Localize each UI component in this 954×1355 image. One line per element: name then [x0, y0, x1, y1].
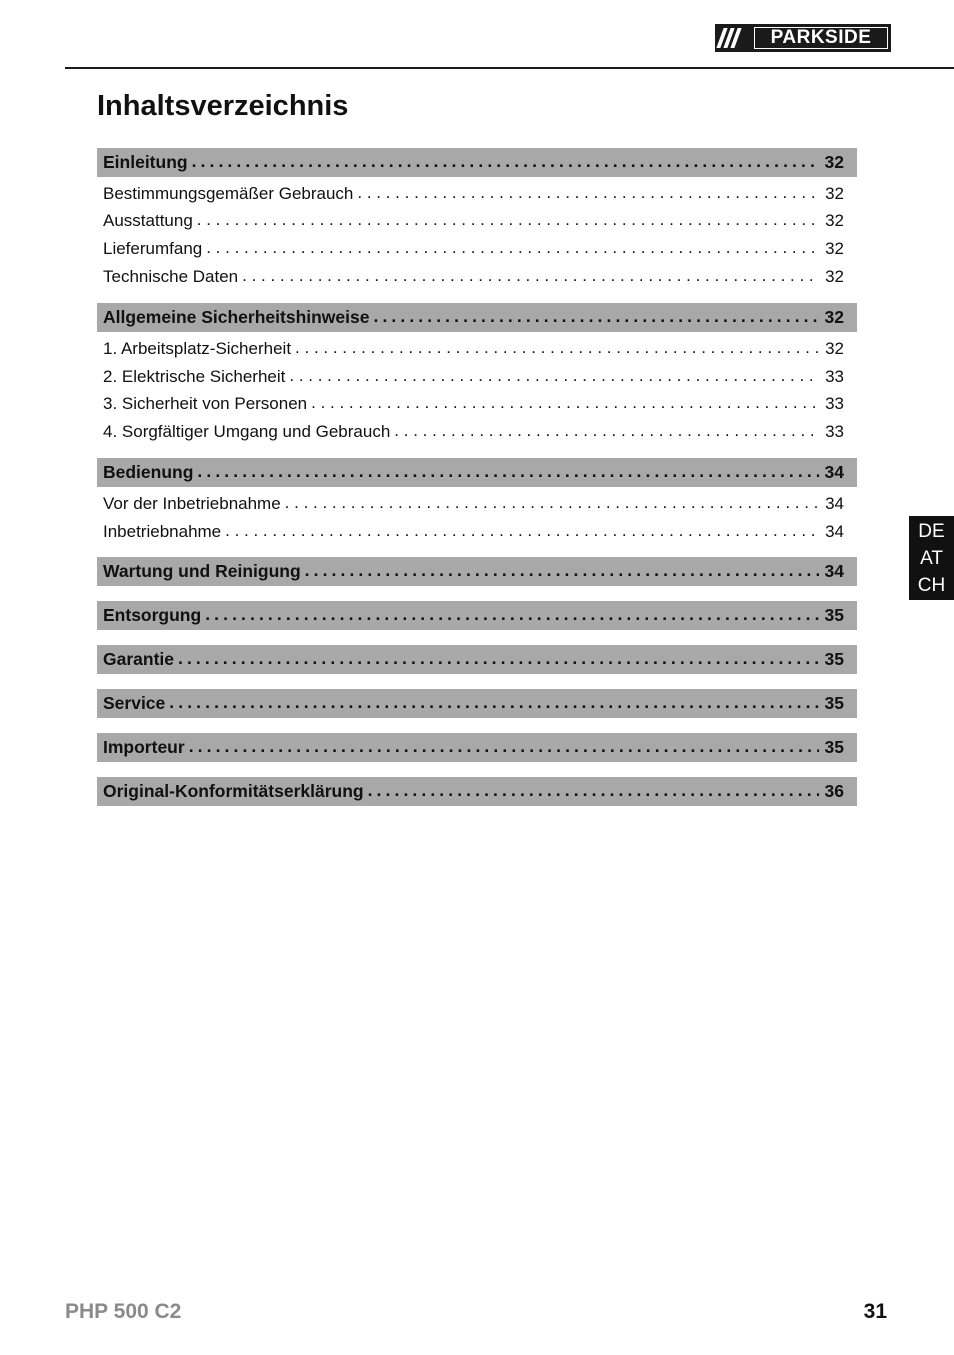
toc-entry-page: 35 — [824, 649, 844, 669]
toc-item-ausstattung[interactable] — [97, 208, 857, 234]
footer-page-number: 31 — [863, 1300, 887, 1323]
toc-entry-label: Bedienung — [103, 462, 194, 482]
toc-entry-page: 32 — [825, 184, 844, 203]
toc-entry-page: 32 — [825, 239, 844, 258]
toc-section-allgemeine-sicherheitshinweise[interactable] — [97, 303, 857, 332]
toc-entry-page: 34 — [824, 561, 844, 581]
toc-section-bedienung[interactable] — [97, 458, 857, 487]
toc-leader — [289, 366, 819, 386]
toc-leader — [192, 151, 819, 172]
toc-leader — [225, 521, 819, 541]
toc-item-lieferumfang[interactable] — [97, 236, 857, 262]
toc-entry-page: 36 — [824, 781, 844, 801]
toc-section-importeur[interactable] — [97, 733, 857, 762]
toc-entry-label: 1. Arbeitsplatz-Sicherheit — [103, 339, 292, 358]
toc-entry-label: Original-Konformitätserklärung — [103, 781, 364, 801]
toc-entry-page: 33 — [825, 422, 844, 441]
toc-entry-page: 32 — [825, 267, 844, 286]
toc-entry-page: 34 — [825, 522, 844, 541]
toc-entry-page: 32 — [825, 339, 844, 358]
toc-entry-label: 2. Elektrische Sicherheit — [103, 367, 286, 386]
toc-item-bestimmungsgemaesser-gebrauch[interactable] — [97, 181, 857, 207]
toc-item-vor-der-inbetriebnahme[interactable] — [97, 491, 857, 517]
toc-entry-label: Technische Daten — [103, 267, 239, 286]
parkside-logo — [715, 24, 891, 52]
logo-wordmark: PARKSIDE — [754, 27, 888, 49]
toc-section-service[interactable] — [97, 689, 857, 718]
toc-entry-label: Inbetriebnahme — [103, 522, 222, 541]
toc-entry-page: 35 — [824, 605, 844, 625]
toc-entry-label: Wartung und Reinigung — [103, 561, 301, 581]
toc-entry-page: 32 — [824, 152, 844, 172]
toc-section-original-konformitaetserklaerung[interactable] — [97, 777, 857, 806]
toc-entry-label: Einleitung — [103, 152, 188, 172]
toc-section-entsorgung[interactable] — [97, 601, 857, 630]
toc-leader — [206, 238, 819, 258]
toc-entry-label: 3. Sicherheit von Personen — [103, 394, 308, 413]
language-code-ch: CH — [917, 574, 946, 596]
toc-entry-label: Bestimmungsgemäßer Gebrauch — [103, 184, 354, 203]
toc-entry-page: 32 — [825, 211, 844, 230]
toc-leader — [178, 648, 819, 669]
toc-entry-page: 34 — [825, 494, 844, 513]
toc-leader — [197, 210, 819, 230]
toc-leader — [205, 604, 818, 625]
toc-entry-page: 35 — [824, 737, 844, 757]
toc-leader — [197, 461, 818, 482]
toc-leader — [305, 560, 819, 581]
toc-entry-page: 35 — [824, 693, 844, 713]
toc-entry-label: Entsorgung — [103, 605, 202, 625]
toc-leader — [242, 266, 819, 286]
toc-leader — [285, 493, 819, 513]
toc-entry-label: Lieferumfang — [103, 239, 203, 258]
toc-leader — [394, 421, 819, 441]
footer-model-name: PHP 500 C2 — [65, 1300, 182, 1323]
header-rule — [65, 67, 954, 69]
toc-leader — [368, 780, 819, 801]
toc-leader — [357, 183, 819, 203]
toc-entry-label: Ausstattung — [103, 211, 193, 230]
toc-leader — [373, 306, 818, 327]
toc-item-technische-daten[interactable] — [97, 264, 857, 290]
toc-entry-label: Importeur — [103, 737, 185, 757]
toc-item-elektrische-sicherheit[interactable] — [97, 364, 857, 390]
toc-entry-page: 33 — [825, 394, 844, 413]
toc-leader — [169, 692, 818, 713]
toc-leader — [295, 338, 819, 358]
toc-item-sicherheit-von-personen[interactable] — [97, 391, 857, 417]
logo-stripes-icon — [715, 24, 750, 52]
toc-leader — [311, 393, 819, 413]
toc-entry-page: 32 — [824, 307, 844, 327]
language-code-de: DE — [918, 520, 945, 542]
toc-entry-label: Vor der Inbetriebnahme — [103, 494, 281, 513]
toc-section-garantie[interactable] — [97, 645, 857, 674]
language-code-at: AT — [920, 547, 943, 569]
toc-item-arbeitsplatz-sicherheit[interactable] — [97, 336, 857, 362]
toc-section-wartung-und-reinigung[interactable] — [97, 557, 857, 586]
toc-entry-label: Garantie — [103, 649, 174, 669]
toc-leader — [189, 736, 819, 757]
language-tab — [909, 516, 954, 600]
page-title: Inhaltsverzeichnis — [97, 90, 349, 122]
toc-entry-label: Service — [103, 693, 166, 713]
toc-entry-label: Allgemeine Sicherheitshinweise — [103, 307, 370, 327]
toc-entry-label: 4. Sorgfältiger Umgang und Gebrauch — [103, 422, 391, 441]
toc-item-inbetriebnahme[interactable] — [97, 519, 857, 545]
toc-item-sorgfaeltiger-umgang[interactable] — [97, 419, 857, 445]
toc-entry-page: 34 — [824, 462, 844, 482]
toc-section-einleitung[interactable] — [97, 148, 857, 177]
toc-entry-page: 33 — [825, 367, 844, 386]
